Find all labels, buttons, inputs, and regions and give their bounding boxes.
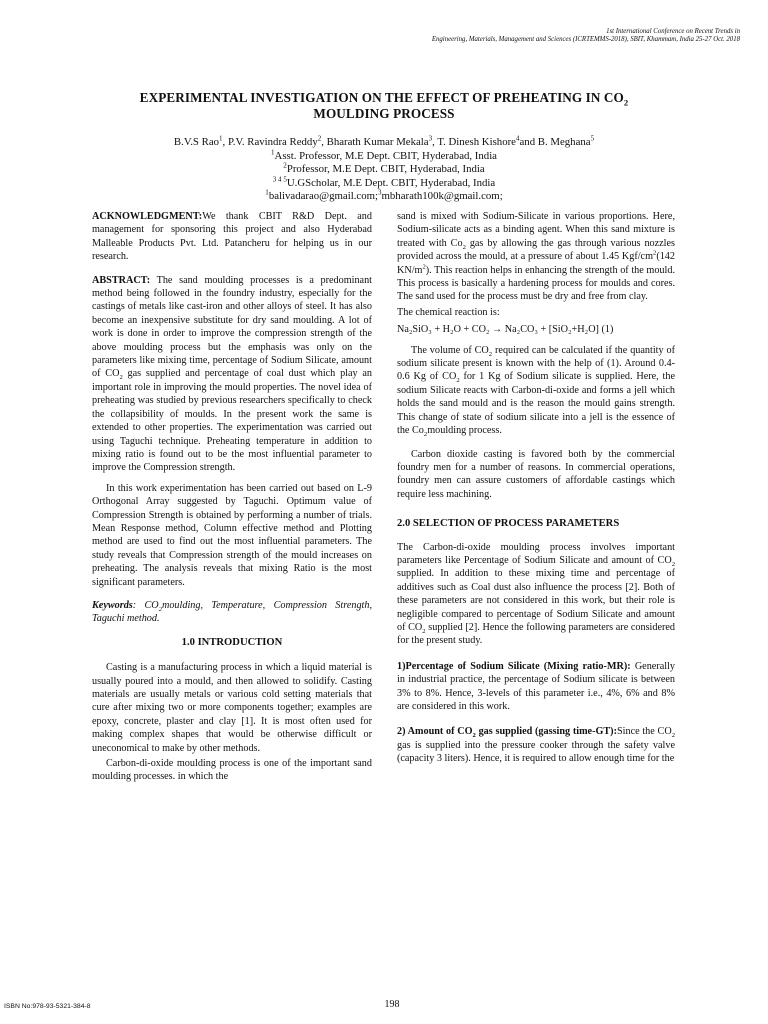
paper-title xyxy=(60,90,708,122)
introduction-paragraph-2: Carbon-di-oxide moulding process is one of the important sand moulding processes. in which the xyxy=(92,758,372,783)
affiliation-2: $^2$Professor, M.E Dept. CBIT, Hyderabad, India xyxy=(283,161,485,175)
process-paragraph: sand is mixed with Sodium-Silicate in various proportions. Here, Sodium-silicate acts as a binding agent. When this sand mixture is treated with $Co_2$ gas by allowing the gas through various nozzles provided across the mould, at a pressure of about 1.45 Kgf/$cm^2(142$ $KN/m^2$). This reaction helps in enhancing the strength of the mould. This process is basically a hardening process for moulds and cores. The sand used for the process must be dry and free from clay. xyxy=(397,211,675,303)
parameters-paragraph: The Carbon-di-oxide moulding process involves important parameters like Percentage of Sodium Silicate and amount of $CO_2$ supplied. In addition to these mixing time and percentage of additives such as Coal dust also influence the process [2]. Both of these parameters are not considered in this work, but their role is negligible compared to percentage of Sodium Silicate and amount of $CO_2$ supplied [2]. Hence the following parameters are considered for the present study. xyxy=(397,541,675,647)
left-column xyxy=(92,210,372,791)
parameter-item-2: 2) Amount of $CO_2$ gas supplied (gassing time-GT):Since the $CO_2$ gas is supplied into the pressure cooker through the safety valve (capacity 3 liters). Hence, it is required to allow enough time for the xyxy=(397,726,675,765)
chemical-reaction-intro: The chemical reaction is: xyxy=(397,306,500,318)
abstract-paragraph-2: In this work experimentation has been carried out based on L-9 Orthogonal Array suggested by Taguchi. Optimum value of Compression Strength is obtained by performing a number of trials. Mean Response method, Column effective method and Plotting method are used to find out the most influential parameters. The study reveals that Compression strength of the mould increases on preheating. The analysis reveals that mixing Ratio is the most significant parameters. xyxy=(92,482,372,588)
author-block xyxy=(70,136,698,204)
section-heading-parameters: 2.0 SELECTION OF PROCESS PARAMETERS xyxy=(397,518,620,530)
author-list: B.V.S Rao$^1$, P.V. Ravindra Reddy$^2$, Bharath Kumar Mekala$^3$, T. Dinesh Kishore$^4$and B. Meghana$^5$ xyxy=(173,134,595,148)
carbon-dioxide-paragraph: Carbon dioxide casting is favored both by the commercial foundry men for a number of reasons. In commercial operations, foundry men can assure customers of affordable castings which require less machining. xyxy=(397,448,675,500)
conference-line-1: 1st International Conference on Recent Trends in xyxy=(606,28,740,35)
title-line-1: EXPERIMENTAL INVESTIGATION ON THE EFFECT OF PREHEATING IN $CO_2$ xyxy=(139,90,629,108)
email-link-1[interactable]: balivadarao@gmail.com; xyxy=(268,190,378,202)
affiliation-3: $^{3 4 5}$U.GScholar, M.E Dept. CBIT, Hyderabad, India xyxy=(272,174,496,189)
title-line-2: MOULDING PROCESS xyxy=(313,106,455,121)
keywords-paragraph: Keywords: $CO_2moulding$, Temperature, Compression Strength, Taguchi method. xyxy=(92,599,373,625)
author-emails: $^1$balivadarao@gmail.com;$^3$mbharath100k@gmail.com; xyxy=(265,188,503,202)
introduction-paragraph-1: Casting is a manufacturing process in which a liquid material is usually poured into a mould, and then allowed to solidify. Casting materials are usually metals or various cold setting materials that cure after mixing two or more components together; examples are epoxy, concrete, plaster and clay [1]. It is most often used for making complex shapes that would be otherwise difficult or uneconomical to make by other methods. xyxy=(92,662,372,754)
conference-header xyxy=(320,28,740,44)
abstract-paragraph: ABSTRACT: The sand moulding processes is a predominant method being followed in the foundry industry, especially for the castings of metals like cast-iron and other alloys of steel. It has also become an inexpensive substitute for dry sand moulding. A lot of work is done in order to improve the compression strength of the above moulding process but the emphasis was only on the parameters like mixing time, percentage of Sodium Silicate, amount of $CO_2$ gas supplied and percentage of coal dust which play an important role in improving the mould properties. The novel idea of preheating was studied by previous researchers specifically to check the collapsibility of moulds. In the present work the same is extended to other properties. The experimentation was carried out using Taguchi technique. Preheating temperature in addition to mixing ratio is found out to be the most influential parameter to improve the Compression strength. xyxy=(92,274,373,474)
section-heading-introduction: 1.0 INTRODUCTION xyxy=(181,636,283,648)
conference-line-2: Engineering, Materials, Management and Sciences (ICRTEMMS-2018), SBIT, Khammam, India 25-27 Oct. 2018 xyxy=(431,36,740,44)
acknowledgment-paragraph: ACKNOWLEDGMENT:We thank CBIT R&D Dept. and management for sponsoring this project and also Hyderabad Malleable Products Pvt. Ltd. Patancheru for helping us in our research. xyxy=(92,211,372,263)
parameter-item-1: 1)Percentage of Sodium Silicate (Mixing ratio-MR): Generally in industrial practice, the percentage of Sodium silicate is between 3% to 8%. Hence, 3-levels of this parameter i.e., 4%, 6% and 8% are considered in this work. xyxy=(397,660,675,712)
email-link-2[interactable]: mbharath100k@gmail.com; xyxy=(381,190,503,202)
page-number: 198 xyxy=(384,999,400,1010)
chemical-equation: Na₂SiO₃ + H₂O + CO₂ → Na₂CO₃ + [SiO₂+H₂O] (1) xyxy=(397,324,614,336)
isbn-footer: ISBN No:978-93-5321-384-8 xyxy=(4,1003,91,1010)
affiliation-1: $^1$Asst. Professor, M.E Dept. CBIT, Hyderabad, India xyxy=(271,147,497,162)
co2-volume-paragraph: The volume of $CO_2$ required can be calculated if the quantity of sodium silicate present is known with the help of (1). Around 0.4-0.6 Kg of $CO_2$ for 1 Kg of Sodium silicate is supplied. Here, the sodium Silicate reacts with Carbon-di-oxide and forms a jell which holds the sand mould and is the reason the mould gains strength. This change of state of sodium silicate into a jell is the essence of the $Co_2moulding$ process. xyxy=(397,344,675,439)
right-column xyxy=(397,210,675,773)
